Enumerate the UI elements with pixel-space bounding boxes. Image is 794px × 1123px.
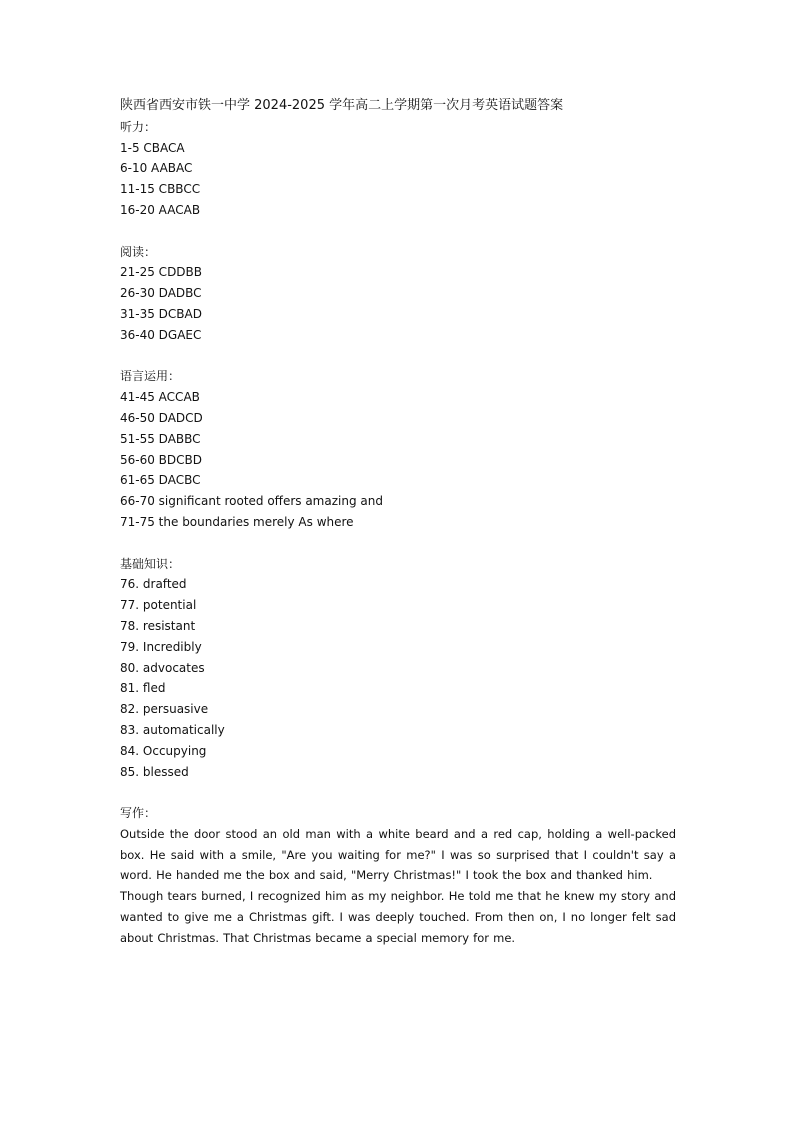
answer-line: 61-65 DACBC <box>120 473 201 488</box>
answer-line: 16-20 AACAB <box>120 202 201 217</box>
section-basic-knowledge <box>120 554 676 783</box>
answer-line: 81. fled <box>120 681 166 696</box>
answer-line: 85. blessed <box>120 764 189 779</box>
basic-knowledge-heading: 基础知识： <box>120 556 181 571</box>
answer-line: 71-75 the boundaries merely As where <box>120 514 354 529</box>
answer-line: 82. persuasive <box>120 702 209 717</box>
answer-line: 84. Occupying <box>120 743 207 758</box>
section-writing <box>120 803 676 949</box>
writing-heading: 写作： <box>120 806 157 821</box>
answer-document <box>120 96 676 949</box>
section-language-use <box>120 366 676 532</box>
listening-heading: 听力： <box>120 119 157 134</box>
answer-line: 21-25 CDDBB <box>120 265 203 280</box>
answer-line: 78. resistant <box>120 618 196 633</box>
document-title: 陕西省西安市铁一中学 2024-2025 学年高二上学期第一次月考英语试题答案 <box>120 98 564 113</box>
answer-line: 80. advocates <box>120 660 205 675</box>
answer-line: 46-50 DADCD <box>120 410 203 425</box>
reading-heading: 阅读： <box>120 244 157 259</box>
answer-line: 77. potential <box>120 598 197 613</box>
writing-paragraph: Though tears burned, I recognized him as my neighbor. He told me that he knew my story and wanted to give me a Christmas gift. I was deeply touched. From then on, I no longer felt sad about Christmas. That Christmas became a special memory for me. <box>120 889 676 945</box>
answer-line: 36-40 DGAEC <box>120 327 202 342</box>
answer-line: 83. automatically <box>120 722 225 737</box>
answer-line: 51-55 DABBC <box>120 431 201 446</box>
answer-line: 26-30 DADBC <box>120 286 202 301</box>
writing-paragraph: Outside the door stood an old man with a white beard and a red cap, holding a well-packed box. He said with a smile, "Are you waiting for me?" I was so surprised that I couldn't say a word. He handed me the box and said, "Merry Christmas!" I took the box and thanked him. <box>120 826 676 883</box>
answer-line: 66-70 significant rooted offers amazing and <box>120 494 383 509</box>
answer-line: 31-35 DCBAD <box>120 306 202 321</box>
answer-line: 79. Incredibly <box>120 639 202 654</box>
answer-line: 41-45 ACCAB <box>120 390 200 405</box>
section-listening <box>120 117 676 221</box>
answer-line: 76. drafted <box>120 577 187 592</box>
answer-line: 1-5 CBACA <box>120 140 185 155</box>
answer-line: 56-60 BDCBD <box>120 452 203 467</box>
language-use-heading: 语言运用： <box>120 369 181 384</box>
answer-line: 11-15 CBBCC <box>120 182 201 197</box>
section-reading <box>120 242 676 346</box>
answer-line: 6-10 AABAC <box>120 161 193 176</box>
